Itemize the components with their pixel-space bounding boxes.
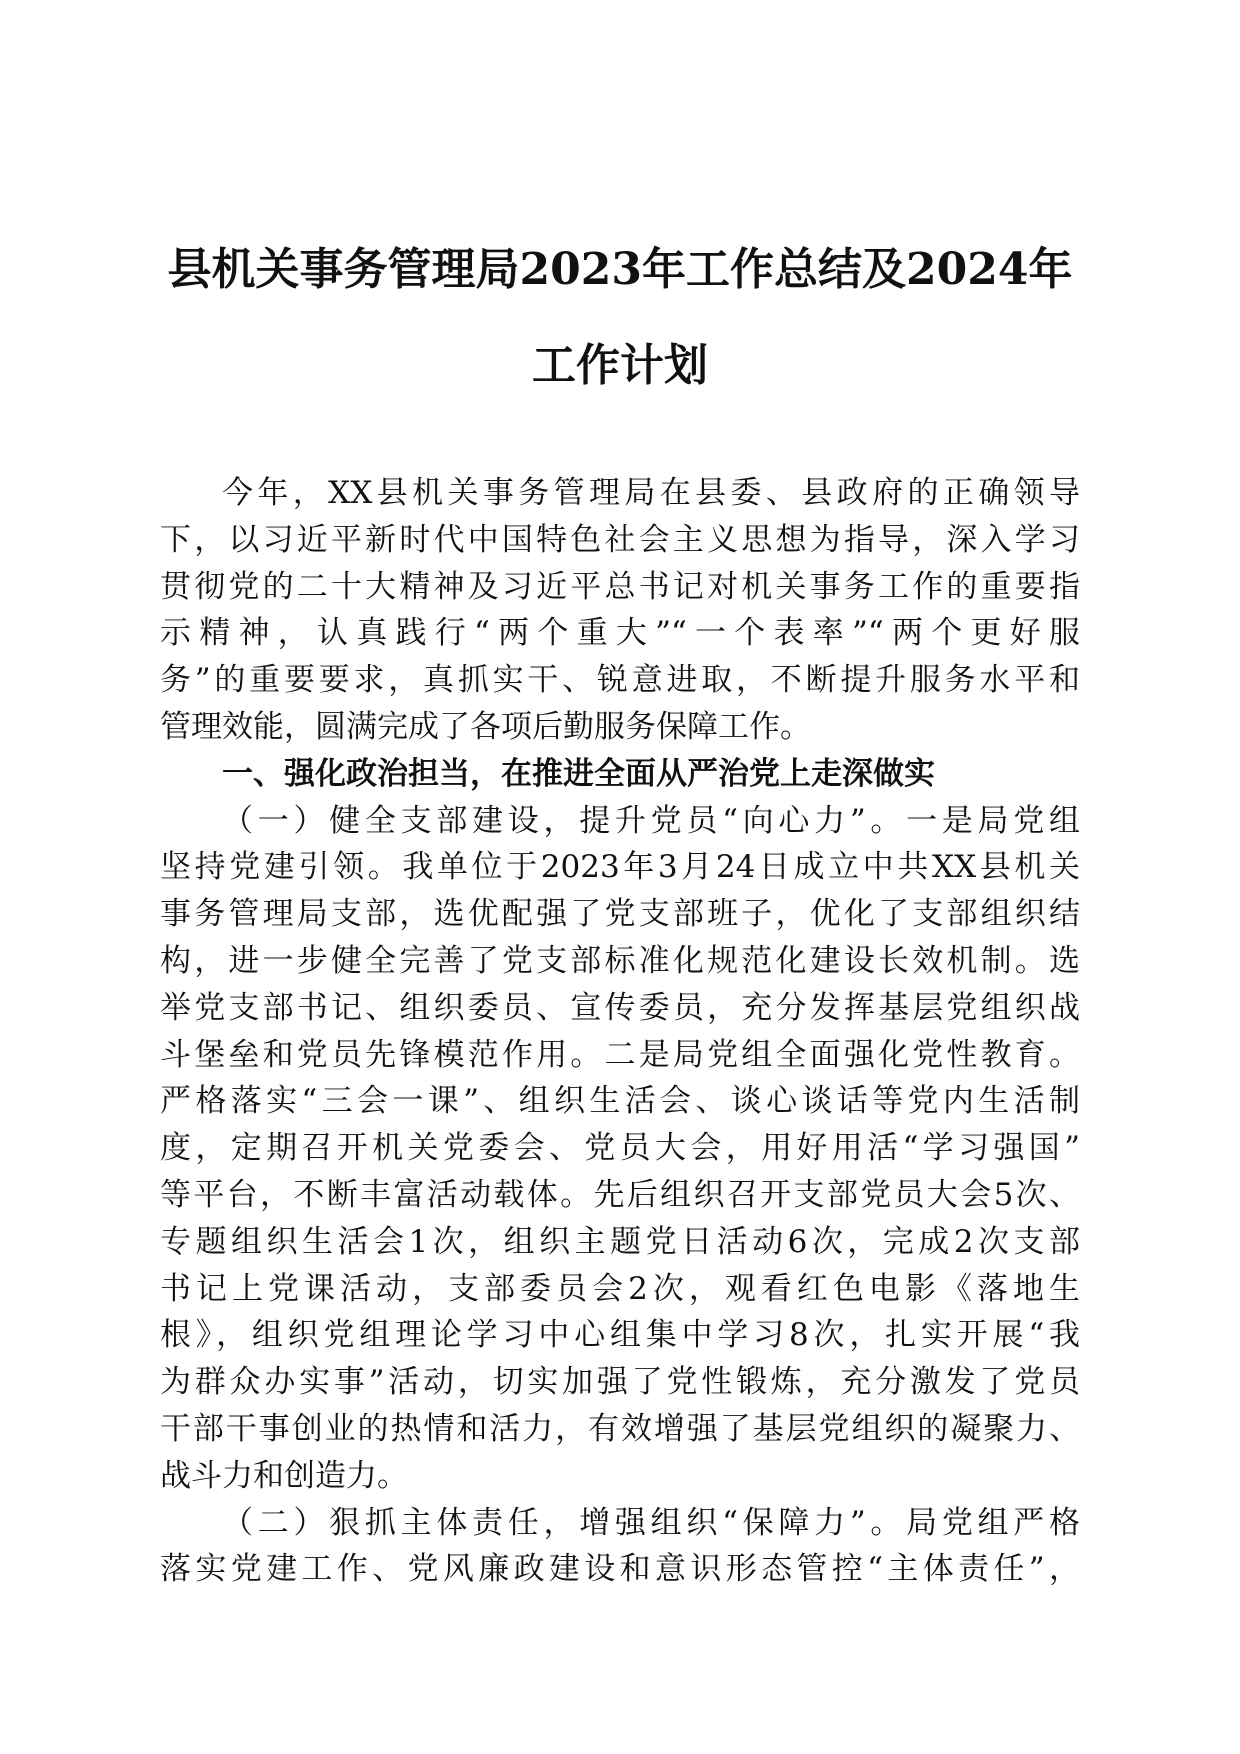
- paragraph-one: [160, 798, 1080, 1500]
- paragraph-line: 专题组织生活会1次，组织主题党日活动6次，完成2次支部: [160, 1223, 1080, 1260]
- paragraph-line: 等平台，不断丰富活动载体。先后组织召开支部党员大会5次、: [160, 1176, 1080, 1213]
- paragraph-line: 斗堡垒和党员先锋模范作用。二是局党组全面强化党性教育。: [160, 1036, 1080, 1073]
- paragraph-line: 干部干事创业的热情和活力，有效增强了基层党组织的凝聚力、: [160, 1410, 1080, 1447]
- intro-line: 管理效能，圆满完成了各项后勤服务保障工作。: [160, 708, 811, 745]
- title-line-1: 县机关事务管理局2023年工作总结及2024年: [167, 244, 1073, 295]
- document-body: [160, 470, 1080, 1593]
- section-heading: 一、强化政治担当，在推进全面从严治党上走深做实: [222, 755, 935, 792]
- intro-line: 今年，XX县机关事务管理局在县委、县政府的正确领导: [222, 475, 1080, 511]
- paragraph-line: 落实党建工作、党风廉政建设和意识形态管控“主体责任”，: [160, 1551, 1080, 1588]
- paragraph-line: 书记上党课活动，支部委员会2次，观看红色电影《落地生: [160, 1270, 1080, 1307]
- intro-line: 示精神，认真践行“两个重大”“一个表率”“两个更好服: [160, 615, 1080, 652]
- intro-line: 贯彻党的二十大精神及习近平总书记对机关事务工作的重要指: [160, 568, 1080, 605]
- paragraph-line: 构，进一步健全完善了党支部标准化规范化建设长效机制。选: [160, 942, 1080, 979]
- paragraph-line: 举党支部书记、组织委员、宣传委员，充分发挥基层党组织战: [160, 989, 1080, 1026]
- paragraph-line: 度，定期召开机关党委会、党员大会，用好用活“学习强国”: [160, 1130, 1080, 1167]
- document-title: [150, 222, 1090, 414]
- intro-line: 务”的重要要求，真抓实干、锐意进取，不断提升服务水平和: [160, 662, 1080, 699]
- paragraph-line: 战斗力和创造力。: [160, 1457, 408, 1494]
- paragraph-line: 根》，组织党组理论学习中心组集中学习8次，扎实开展“我: [160, 1317, 1080, 1354]
- paragraph-line: （一）健全支部建设，提升党员“向心力”。一是局党组: [222, 802, 1080, 839]
- intro-line: 下，以习近平新时代中国特色社会主义思想为指导，深入学习: [160, 521, 1080, 558]
- paragraph-line: 坚持党建引领。我单位于2023年3月24日成立中共XX县机关: [160, 849, 1080, 886]
- paragraph-line: 事务管理局支部，选优配强了党支部班子，优化了支部组织结: [160, 896, 1080, 933]
- intro-paragraph: [160, 470, 1080, 751]
- title-line-2: 工作计划: [532, 340, 708, 391]
- paragraph-line: 为群众办实事”活动，切实加强了党性锻炼，充分激发了党员: [160, 1364, 1080, 1401]
- paragraph-line: （二）狠抓主体责任，增强组织“保障力”。局党组严格: [222, 1504, 1080, 1541]
- paragraph-line: 严格落实“三会一课”、组织生活会、谈心谈话等党内生活制: [160, 1083, 1080, 1120]
- paragraph-two: [160, 1500, 1080, 1594]
